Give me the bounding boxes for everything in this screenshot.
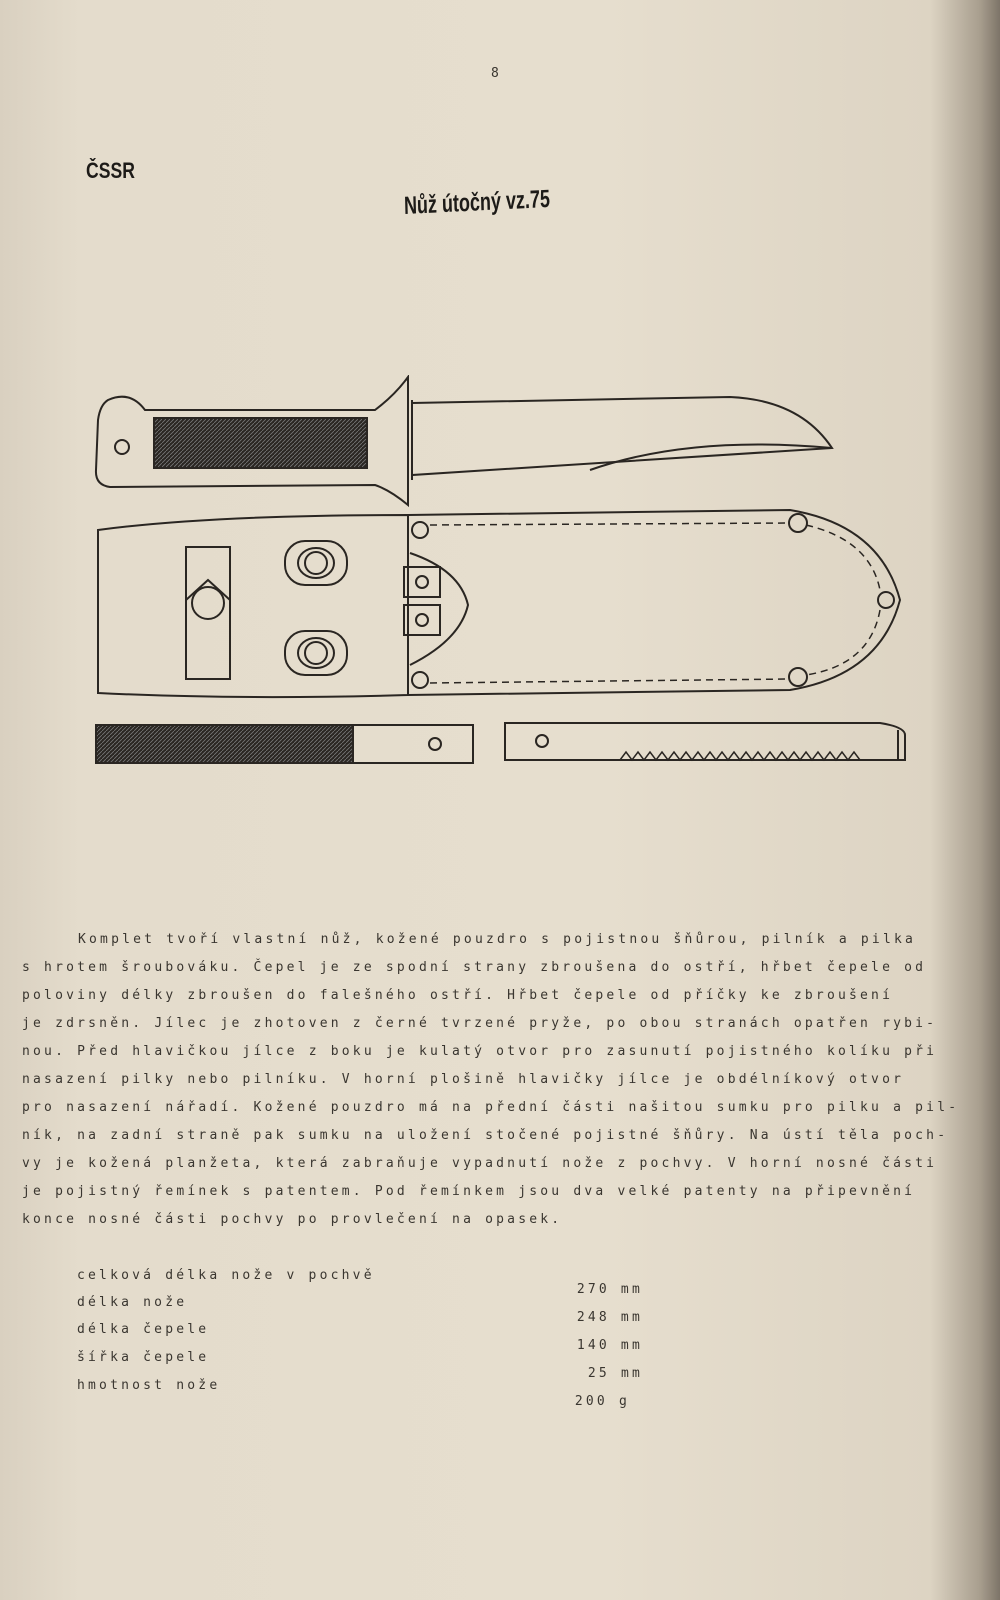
paragraph-line: nasazení pilky nebo pilníku. V horní plošině hlavičky jílce je obdélníkový otvor xyxy=(22,1072,905,1087)
page-title: Nůž útočný vz.75 xyxy=(403,184,551,220)
spec-label: hmotnost nože xyxy=(77,1378,221,1393)
paragraph-line: je pojistný řemínek s patentem. Pod řemínkem jsou dva velké patenty na připevnění xyxy=(22,1184,916,1199)
spec-label: délka čepele xyxy=(77,1322,210,1337)
spec-label: celková délka nože v pochvě xyxy=(77,1268,375,1283)
paragraph-line: pro nasazení nářadí. Kožené pouzdro má na přední části našitou sumku pro pilku a pil- xyxy=(22,1100,960,1115)
page-number: 8 xyxy=(491,66,499,81)
knife-technical-drawing xyxy=(90,375,920,775)
paragraph-line: Komplet tvoří vlastní nůž, kožené pouzdro s pojistnou šňůrou, pilník a pilka xyxy=(78,932,917,947)
spec-value: 248 mm xyxy=(576,1310,643,1325)
paragraph-line: je zdrsněn. Jílec je zhotoven z černé tvrzené pryže, po obou stranách opatřen rybi- xyxy=(22,1016,938,1031)
paragraph-line: s hrotem šroubováku. Čepel je ze spodní strany zbroušena do ostří, hřbet čepele od xyxy=(22,960,927,975)
spec-value: 200 g xyxy=(574,1394,630,1409)
paragraph-line: ník, na zadní straně pak sumku na uložení stočené pojistné šňůry. Na ústí těla poch- xyxy=(22,1128,949,1143)
paragraph-line: poloviny délky zbroušen do falešného ostří. Hřbet čepele od příčky ke zbroušení xyxy=(22,988,894,1003)
spec-label: šířka čepele xyxy=(77,1350,210,1365)
spec-label: délka nože xyxy=(77,1295,188,1310)
spec-value: 25 mm xyxy=(587,1366,643,1381)
file-tool xyxy=(96,725,473,763)
paragraph-line: konce nosné části pochvy po provlečení na opasek. xyxy=(22,1212,563,1227)
spec-value: 140 mm xyxy=(576,1338,643,1353)
paragraph-line: vy je kožená planžeta, která zabraňuje vypadnutí nože z pochvy. V horní nosné části xyxy=(22,1156,938,1171)
sheath xyxy=(98,510,900,697)
country-heading: ČSSR xyxy=(86,158,135,183)
paragraph-line: nou. Před hlavičkou jílce z boku je kulatý otvor pro zasunutí pojistného kolíku při xyxy=(22,1044,938,1059)
saw-tool xyxy=(505,723,905,760)
spec-value: 270 mm xyxy=(576,1282,643,1297)
knife xyxy=(96,377,832,505)
